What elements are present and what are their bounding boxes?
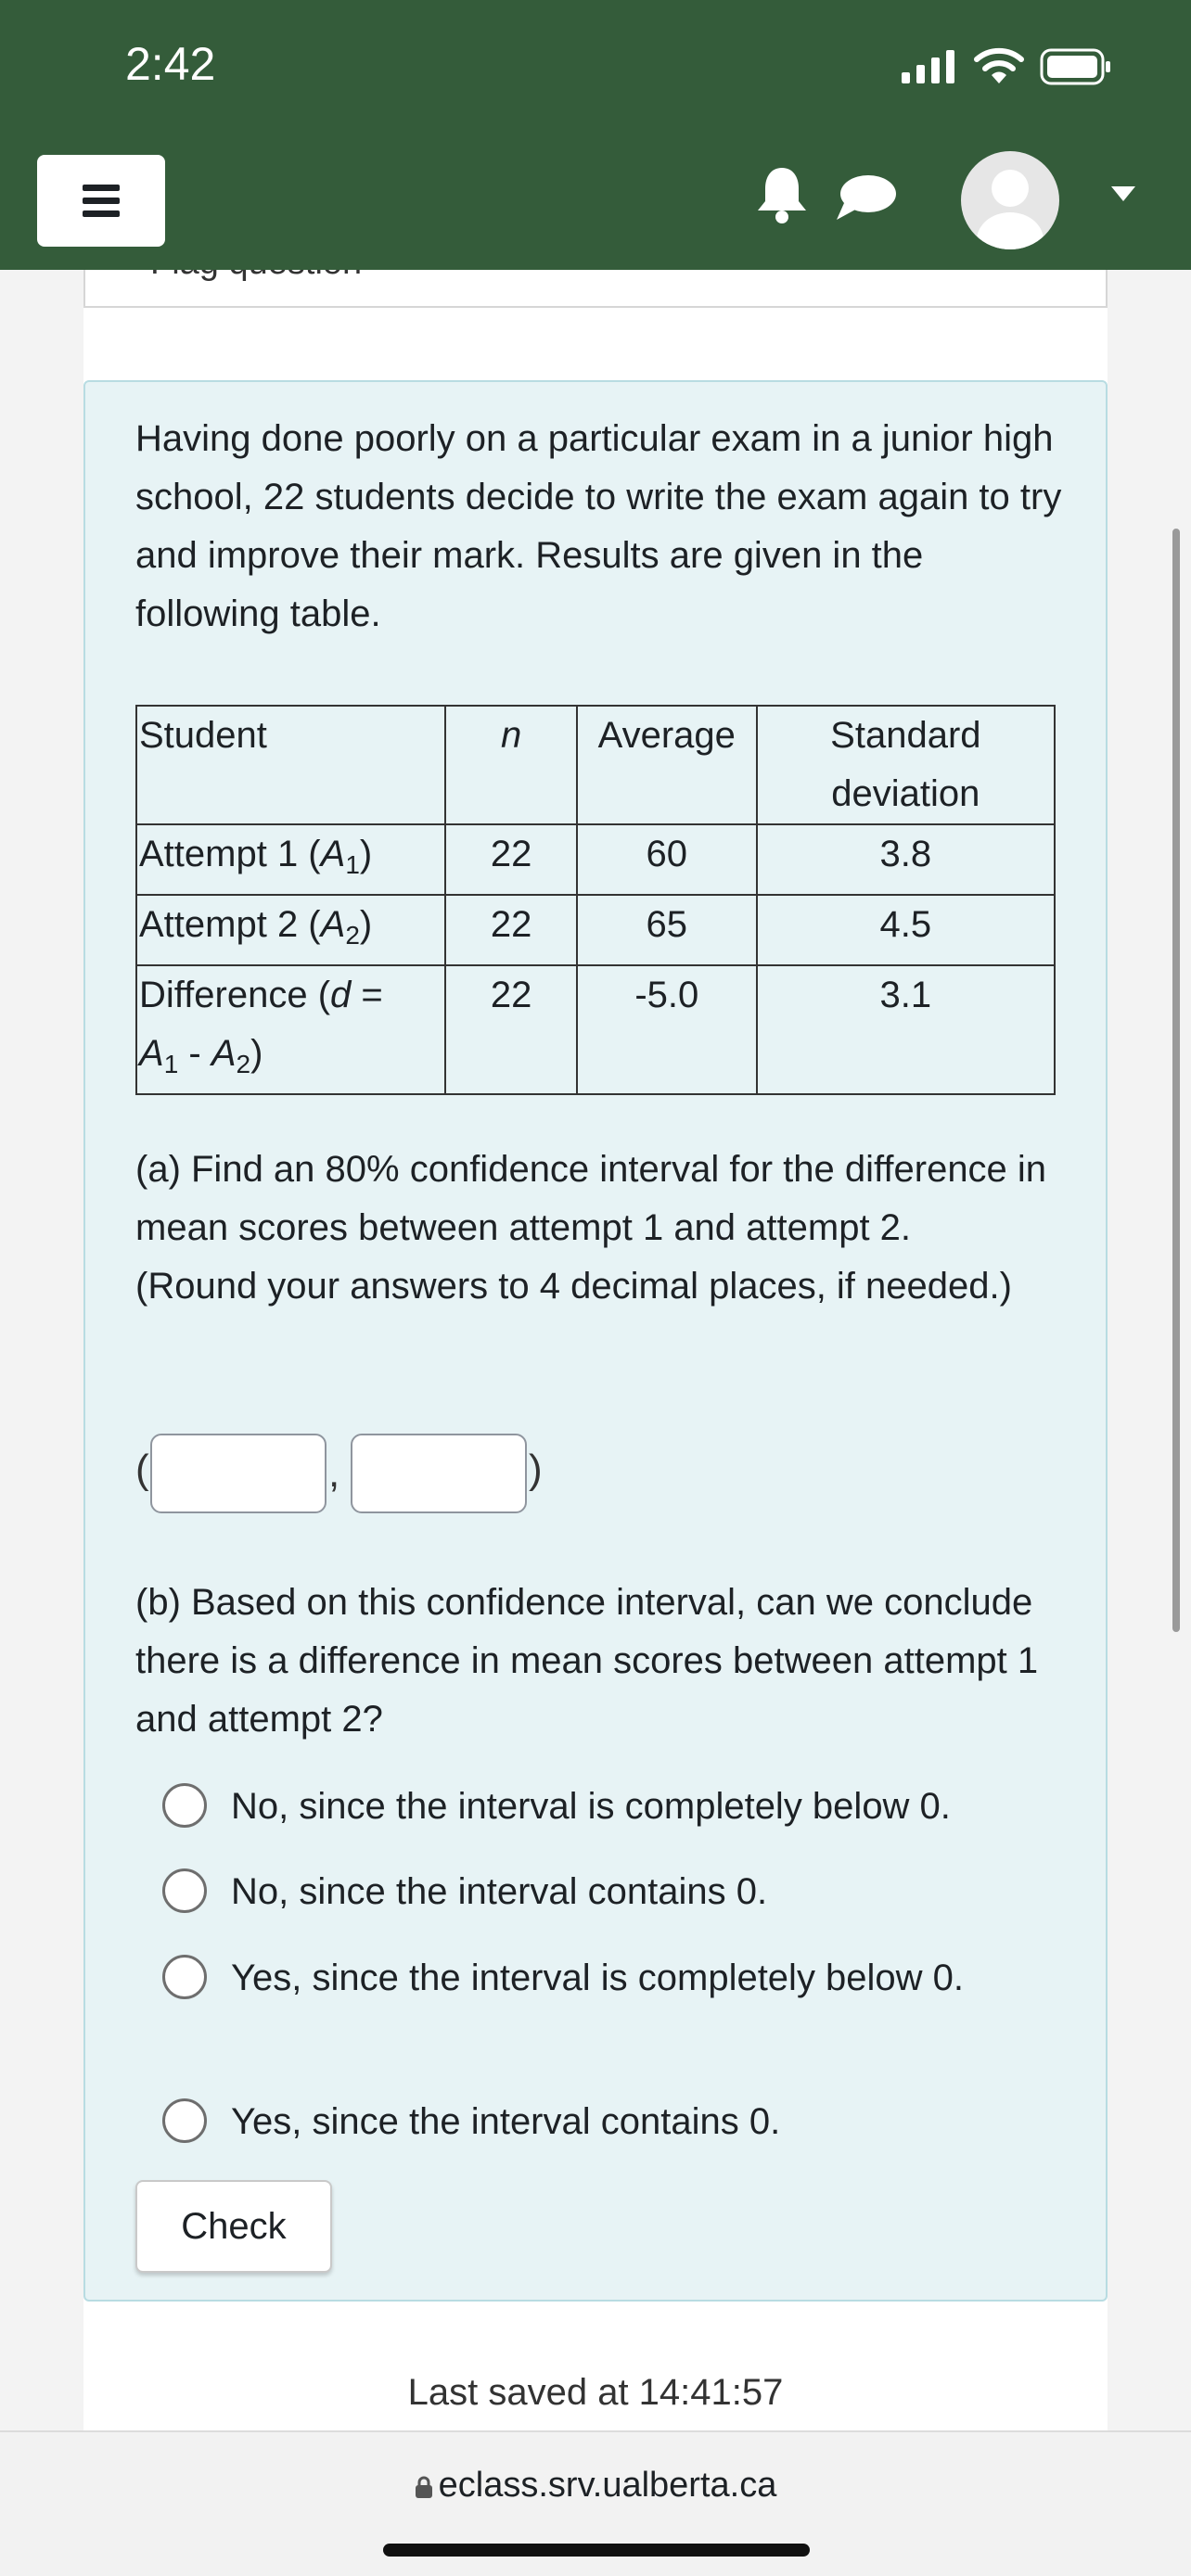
radio-button[interactable]	[162, 1955, 207, 1999]
row-label: Attempt 1 $(A_1)$	[136, 824, 445, 895]
ci-upper-input[interactable]	[351, 1434, 527, 1513]
header-n: n	[445, 706, 577, 824]
battery-icon	[1040, 48, 1112, 85]
last-saved-status: Last saved at 14:41:57	[407, 2372, 784, 2413]
user-avatar[interactable]	[961, 151, 1059, 249]
results-table	[135, 705, 1056, 1095]
table-header-row	[136, 706, 1055, 824]
row-sd: 3.8	[757, 824, 1055, 895]
close-paren: )	[529, 1447, 543, 1492]
row-sd: 3.1	[757, 965, 1055, 1094]
option-no-below-zero[interactable]: No, since the interval is completely below 0.	[162, 1764, 1044, 1849]
radio-button[interactable]	[162, 1783, 207, 1828]
part-a	[135, 1141, 1063, 1316]
menu-button[interactable]	[37, 155, 165, 247]
row-average: -5.0	[577, 965, 757, 1094]
question-panel	[83, 380, 1108, 2302]
option-yes-below-zero[interactable]: Yes, since the interval is completely below 0.	[162, 1949, 1016, 2008]
notifications-bell-icon[interactable]	[754, 164, 810, 225]
wifi-icon	[974, 46, 1024, 85]
user-menu-chevron-down-icon[interactable]	[1109, 185, 1137, 203]
row-label: Attempt 2 $(A_2)$	[136, 895, 445, 965]
part-a-prompt: (a) Find an 80% confidence interval for the difference in mean scores between attempt 1 and attempt 2.	[135, 1149, 1047, 1248]
row-n: 22	[445, 895, 577, 965]
home-indicator[interactable]	[383, 2544, 810, 2557]
radio-button[interactable]	[162, 2098, 207, 2143]
url-display[interactable]	[0, 2466, 1191, 2506]
lock-icon	[415, 2476, 433, 2498]
table-row	[136, 965, 1055, 1094]
url-text: eclass.srv.ualberta.ca	[438, 2466, 777, 2505]
header-average: Average	[577, 706, 757, 824]
radio-button[interactable]	[162, 1868, 207, 1913]
scrollbar[interactable]	[1172, 529, 1180, 1632]
row-n: 22	[445, 824, 577, 895]
row-label: Difference (d = $A_1 - A_2$)	[136, 965, 445, 1094]
option-yes-contains-zero[interactable]: Yes, since the interval contains 0.	[162, 2079, 1044, 2164]
cellular-signal-icon	[902, 50, 955, 83]
open-paren: (	[135, 1447, 149, 1492]
header-standard-deviation: Standard deviation	[757, 706, 1055, 824]
status-time: 2:42	[125, 38, 216, 90]
app-header	[0, 0, 1191, 270]
table-row	[136, 824, 1055, 895]
part-a-rounding-note: (Round your answers to 4 decimal places, if needed.)	[135, 1266, 1012, 1307]
hamburger-icon	[83, 185, 120, 218]
row-average: 65	[577, 895, 757, 965]
messages-chat-icon[interactable]	[835, 172, 898, 223]
header-student: Student	[136, 706, 445, 824]
browser-address-bar[interactable]	[0, 2430, 1191, 2576]
row-n: 22	[445, 965, 577, 1094]
row-average: 60	[577, 824, 757, 895]
table-row	[136, 895, 1055, 965]
option-no-contains-zero[interactable]: No, since the interval contains 0.	[162, 1849, 1044, 1934]
row-sd: 4.5	[757, 895, 1055, 965]
user-silhouette-icon	[961, 151, 1059, 249]
question-intro: Having done poorly on a particular exam in a junior high school, 22 students decide to write the exam again to try and improve their mark. Results are given in the following table.	[135, 418, 1062, 634]
check-button[interactable]: Check	[135, 2180, 332, 2273]
ci-lower-input[interactable]	[150, 1434, 327, 1513]
part-b-prompt: (b) Based on this confidence interval, can we conclude there is a difference in mean scores between attempt 1 and attempt 2?	[135, 1582, 1039, 1740]
comma: ,	[328, 1450, 340, 1496]
